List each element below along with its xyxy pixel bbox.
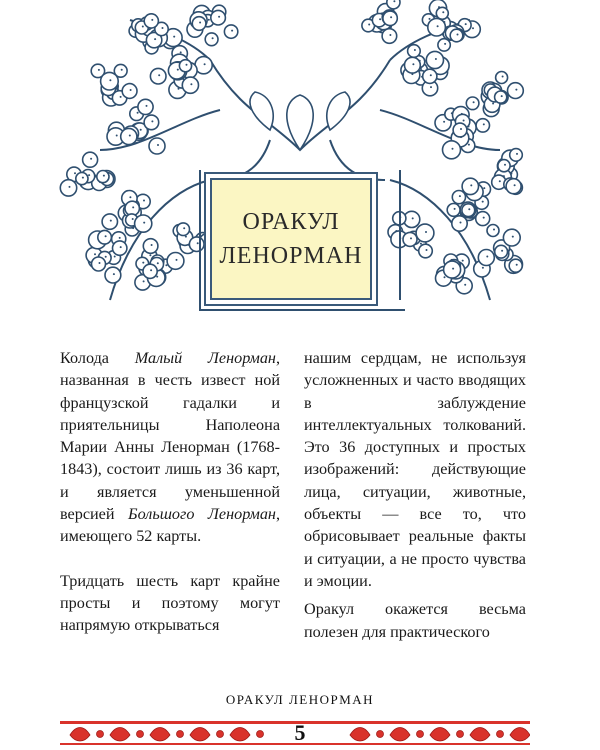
- right-paragraph-1: нашим сердцам, не используя усложненных и часто вводящих в заблуждение интеллектуальных толкований. Это 36 доступных и простых изображений: действующие лица, ситуации, животные, объекты — все то, что обрисовывает реальные факты и ситуации, а не просто чувства и эмоции.: [304, 349, 526, 590]
- title-line-2: ЛЕНОРМАН: [219, 243, 363, 269]
- right-paragraph-2: Оракул окажется весьма полезен для практического: [304, 600, 526, 641]
- title-line-1: ОРАКУЛ: [242, 209, 340, 235]
- right-column: [304, 347, 526, 643]
- text-run: , имеющего 52 карты.: [60, 505, 280, 546]
- deck-name-big: Большого Ленорман: [128, 505, 276, 524]
- text-run: , названная в честь извест ной французской гадалки и приятельницы Наполеона Марии Анны Ленорман (1768-1843), состоит лишь из 36 карт, и является уменьшенной версией: [60, 349, 280, 524]
- page-number: 5: [294, 720, 306, 745]
- deck-name-small: Малый Ленорман: [134, 349, 276, 367]
- left-paragraph-1: [60, 347, 280, 548]
- left-column: [60, 347, 280, 637]
- text-run: Колода: [60, 349, 135, 367]
- title-plaque: [210, 178, 372, 300]
- left-paragraph-2: Тридцать шесть карт крайне просты и поэтому могут напрямую открываться: [60, 571, 280, 635]
- running-title: ОРАКУЛ ЛЕНОРМАН: [225, 692, 375, 707]
